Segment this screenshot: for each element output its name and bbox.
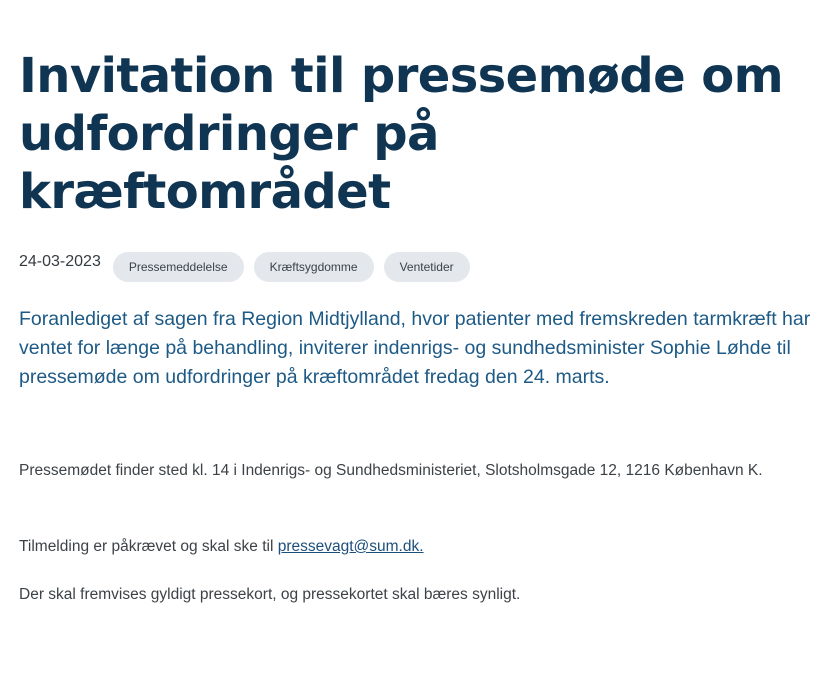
registration-paragraph: [19, 534, 809, 559]
registration-text: Tilmelding er påkrævet og skal ske til: [19, 538, 278, 555]
location-paragraph: Pressemødet finder sted kl. 14 i Indenrigs- og Sundhedsministeriet, Slotsholmsgade 12, 1216 København K.: [19, 462, 763, 479]
tag-list: [113, 252, 480, 282]
publish-date: 24-03-2023: [19, 253, 101, 270]
press-card-paragraph: Der skal fremvises gyldigt pressekort, og pressekortet skal bæres synligt.: [19, 586, 521, 603]
tag-ventetider[interactable]: Ventetider: [384, 252, 470, 282]
tag-kraeftsygdomme[interactable]: Kræftsygdomme: [254, 252, 374, 282]
article-meta: [19, 252, 480, 282]
tag-pressemeddelelse[interactable]: Pressemeddelelse: [113, 252, 244, 282]
page-title: Invitation til pressemøde om udfordringer på kræftområdet: [19, 48, 784, 220]
lead-paragraph: Foranlediget af sagen fra Region Midtjylland, hvor patienter med fremskreden tarmkræft har ventet for længe på behandling, inviterer indenrigs- og sundhedsminister Sophie Løhde til pressemøde om udfordringer på kræftområdet fredag den 24. marts.: [19, 308, 811, 388]
press-email-link[interactable]: pressevagt@sum.dk.: [277, 538, 424, 555]
